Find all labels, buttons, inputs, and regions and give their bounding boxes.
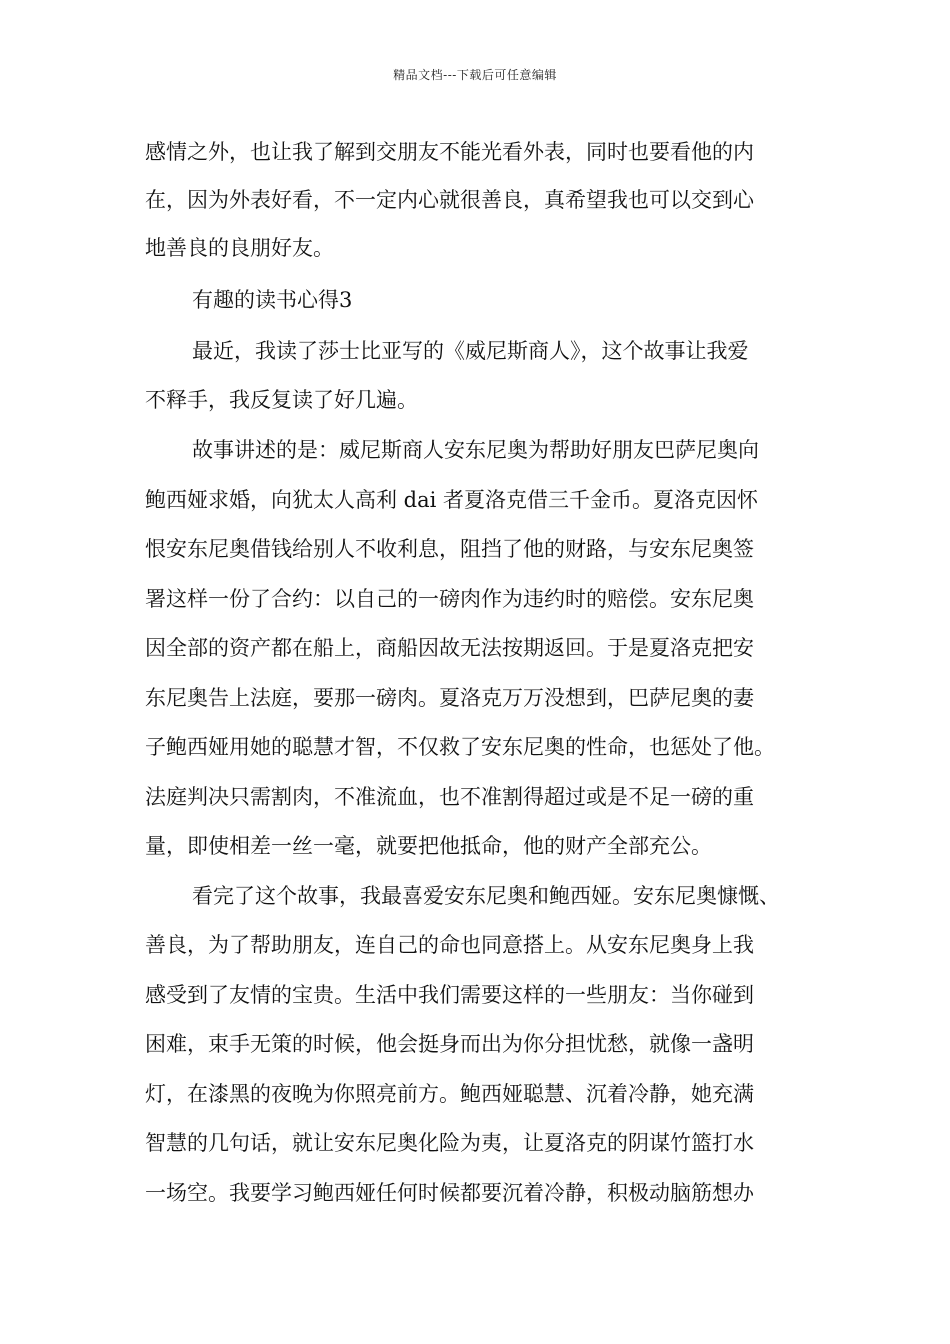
body-line: 灯，在漆黑的夜晚为你照亮前方。鲍西娅聪慧、沉着冷静，她充满 <box>145 1082 754 1106</box>
body-line: 看完了这个故事，我最喜爱安东尼奥和鲍西娅。安东尼奥慷慨、 <box>192 884 780 908</box>
body-line: 法庭判决只需割肉，不准流血，也不准割得超过或是不足一磅的重 <box>145 785 754 809</box>
body-line: 不释手，我反复读了好几遍。 <box>145 388 418 412</box>
body-line: 善良，为了帮助朋友，连自己的命也同意搭上。从安东尼奥身上我 <box>145 933 754 957</box>
body-line: 鲍西娅求婚，向犹太人高利 dai 者夏洛克借三千金币。夏洛克因怀 <box>145 488 759 512</box>
body-line: 东尼奥告上法庭，要那一磅肉。夏洛克万万没想到，巴萨尼奥的妻 <box>145 686 754 710</box>
section-heading: 有趣的读书心得3 <box>192 288 353 312</box>
body-line: 感受到了友情的宝贵。生活中我们需要这样的一些朋友：当你碰到 <box>145 983 754 1007</box>
body-line: 故事讲述的是：威尼斯商人安东尼奥为帮助好朋友巴萨尼奥向 <box>192 438 759 462</box>
body-line: 困难，束手无策的时候，他会挺身而出为你分担忧愁，就像一盏明 <box>145 1032 754 1056</box>
body-line: 一场空。我要学习鲍西娅任何时候都要沉着冷静，积极动脑筋想办 <box>145 1181 754 1205</box>
body-line: 地善良的良朋好友。 <box>145 236 334 260</box>
body-line: 在，因为外表好看，不一定内心就很善良，真希望我也可以交到心 <box>145 188 754 212</box>
body-line: 子鲍西娅用她的聪慧才智，不仅救了安东尼奥的性命，也惩处了他。 <box>145 735 775 759</box>
body-line: 感情之外，也让我了解到交朋友不能光看外表，同时也要看他的内 <box>145 140 754 164</box>
body-line: 最近，我读了莎士比亚写的《威尼斯商人》，这个故事让我爱 <box>192 339 749 363</box>
body-line: 署这样一份了合约：以自己的一磅肉作为违约时的赔偿。安东尼奥 <box>145 587 754 611</box>
body-line: 量，即使相差一丝一毫，就要把他抵命，他的财产全部充公。 <box>145 834 712 858</box>
page-header: 精品文档---下载后可任意编辑 <box>393 68 557 82</box>
body-line: 智慧的几句话，就让安东尼奥化险为夷，让夏洛克的阴谋竹篮打水 <box>145 1131 754 1155</box>
body-line: 恨安东尼奥借钱给别人不收利息，阻挡了他的财路，与安东尼奥签 <box>145 537 754 561</box>
body-line: 因全部的资产都在船上，商船因故无法按期返回。于是夏洛克把安 <box>145 636 754 660</box>
